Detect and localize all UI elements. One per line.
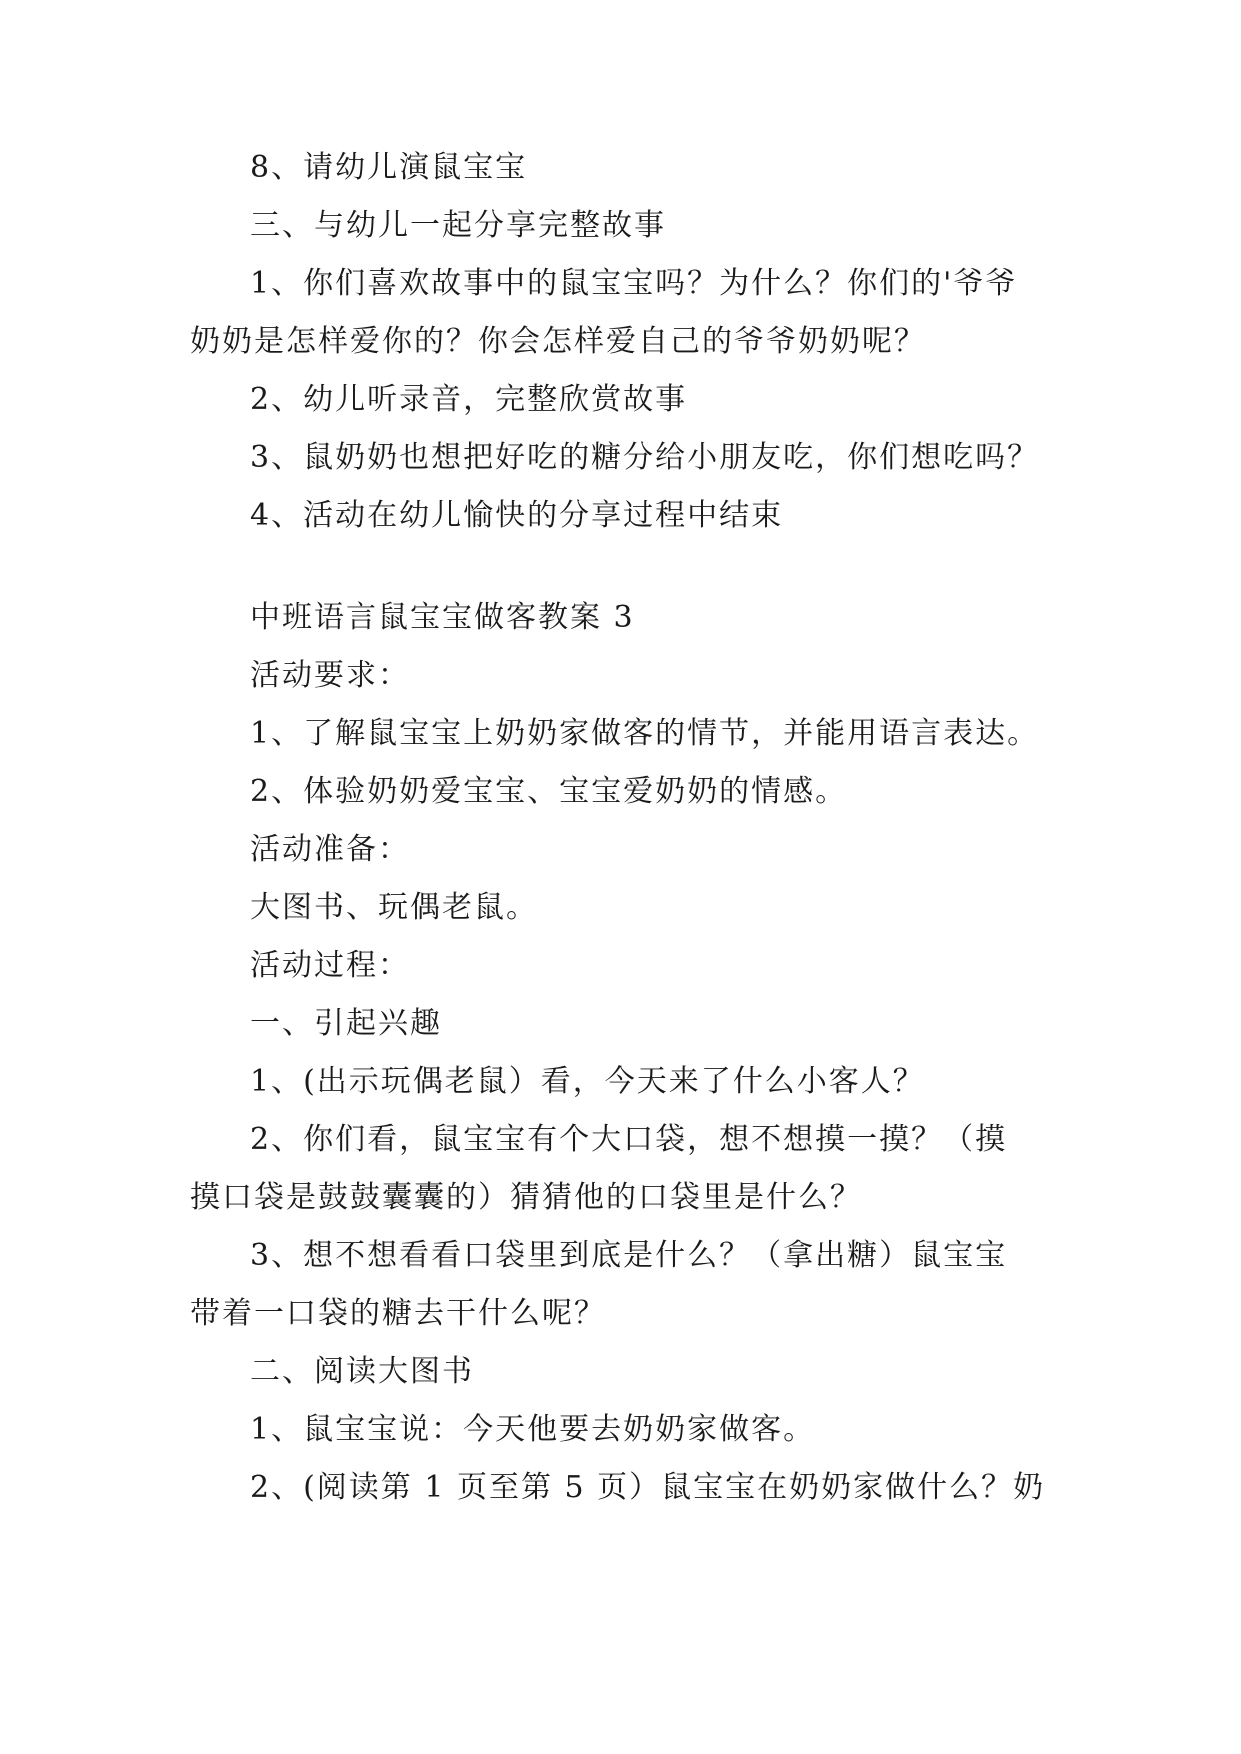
document-title: 中班语言鼠宝宝做客教案 3 xyxy=(250,600,635,635)
text-line: 8、请幼儿演鼠宝宝 xyxy=(250,150,528,185)
section-heading: 活动要求： xyxy=(250,658,410,693)
section-heading: 活动过程： xyxy=(250,948,410,983)
text-line: 摸口袋是鼓鼓囊囊的）猜猜他的口袋里是什么？ xyxy=(190,1180,862,1215)
text-line: 1、了解鼠宝宝上奶奶家做客的情节，并能用语言表达。 xyxy=(250,716,1040,751)
text-line: 2、(阅读第 1 页至第 5 页）鼠宝宝在奶奶家做什么？奶 xyxy=(250,1470,1046,1505)
text-line: 2、体验奶奶爱宝宝、宝宝爱奶奶的情感。 xyxy=(250,774,848,809)
section-heading: 三、与幼儿一起分享完整故事 xyxy=(250,208,666,243)
text-line: 4、活动在幼儿愉快的分享过程中结束 xyxy=(250,498,784,533)
text-line: 1、鼠宝宝说：今天他要去奶奶家做客。 xyxy=(250,1412,816,1447)
text-line: 奶奶是怎样爱你的？你会怎样爱自己的爷爷奶奶呢？ xyxy=(190,324,926,359)
text-line: 大图书、玩偶老鼠。 xyxy=(250,890,538,925)
text-line: 3、鼠奶奶也想把好吃的糖分给小朋友吃，你们想吃吗？ xyxy=(250,440,1040,475)
text-line: 2、幼儿听录音，完整欣赏故事 xyxy=(250,382,688,417)
text-line: 1、你们喜欢故事中的鼠宝宝吗？为什么？你们的'爷爷 xyxy=(250,266,1018,301)
section-heading: 一、引起兴趣 xyxy=(250,1006,442,1041)
section-heading: 二、阅读大图书 xyxy=(250,1354,474,1389)
text-line: 1、(出示玩偶老鼠）看，今天来了什么小客人？ xyxy=(250,1064,925,1099)
text-line: 3、想不想看看口袋里到底是什么？（拿出糖）鼠宝宝 xyxy=(250,1238,1008,1273)
text-line: 2、你们看，鼠宝宝有个大口袋，想不想摸一摸？（摸 xyxy=(250,1122,1008,1157)
text-line: 带着一口袋的糖去干什么呢？ xyxy=(190,1296,606,1331)
section-heading: 活动准备： xyxy=(250,832,410,867)
